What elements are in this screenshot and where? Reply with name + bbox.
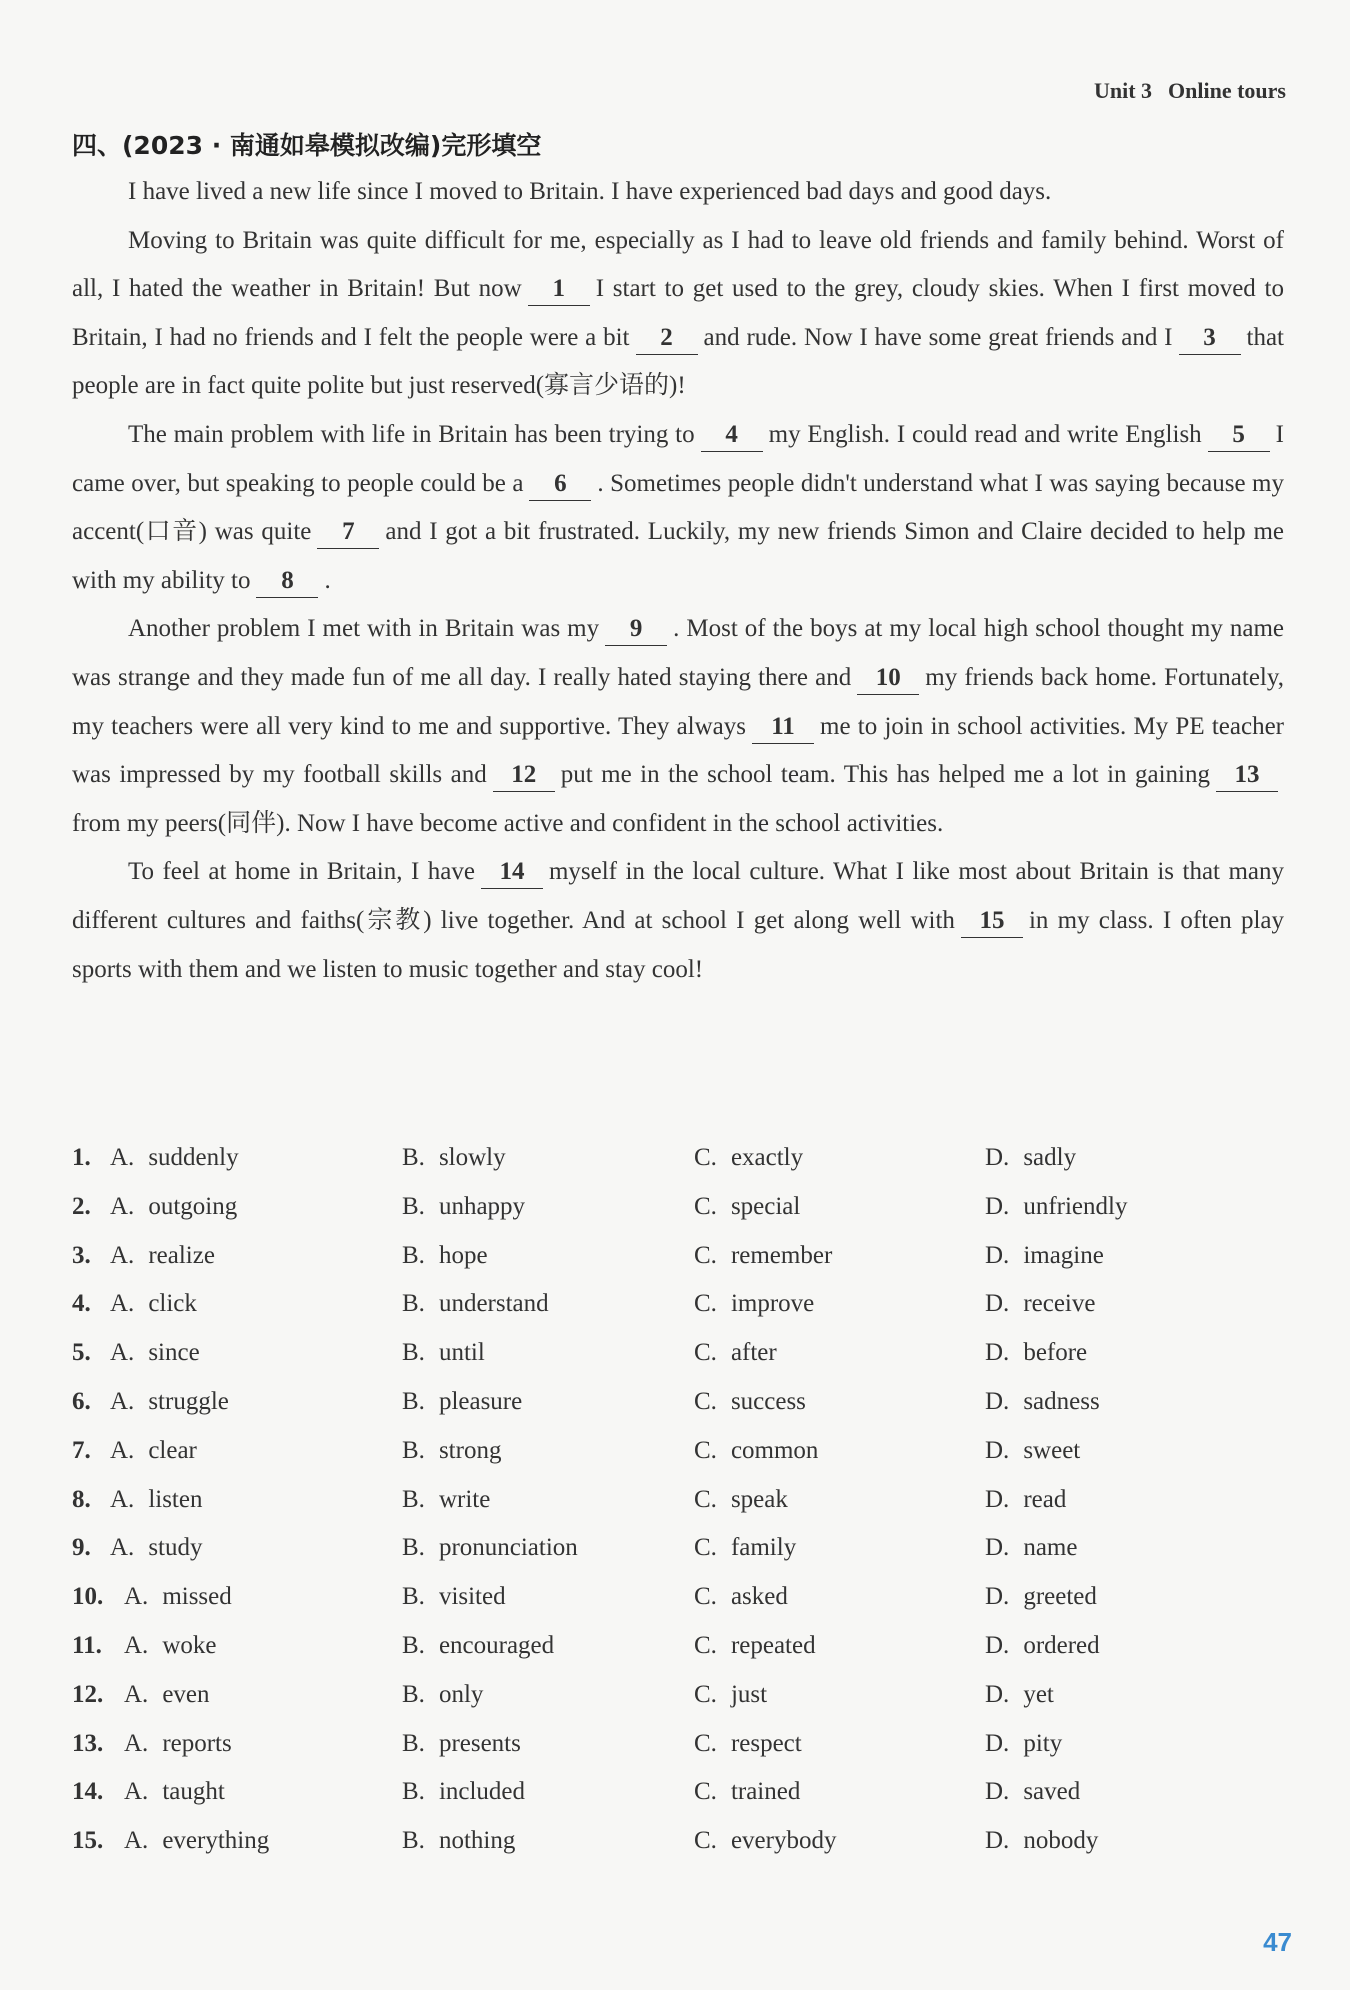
option-c[interactable] — [694, 1778, 800, 1806]
option-letter: A. — [110, 1534, 135, 1562]
option-c[interactable] — [694, 1290, 814, 1318]
option-letter: B. — [402, 1387, 425, 1415]
option-letter: B. — [402, 1778, 425, 1806]
option-letter: B. — [402, 1241, 425, 1269]
option-letter: D. — [985, 1827, 1010, 1855]
option-letter: A. — [110, 1387, 135, 1415]
option-letter: B. — [402, 1631, 425, 1659]
option-text: everything — [162, 1827, 270, 1855]
option-text: receive — [1023, 1290, 1096, 1318]
option-letter: C. — [694, 1631, 717, 1659]
question-number: 7. — [72, 1436, 91, 1464]
options-list — [72, 1144, 1292, 1876]
option-letter: A. — [110, 1290, 135, 1318]
option-a[interactable] — [110, 1534, 203, 1562]
option-text: name — [1023, 1534, 1078, 1562]
passage-text: . Most of the boys at my local high school thought my name was strange and they made fun of me all day. I really hated staying there and — [72, 615, 1285, 691]
option-text: struggle — [148, 1387, 229, 1415]
option-letter: B. — [402, 1339, 425, 1367]
question-number: 10. — [72, 1583, 104, 1611]
option-b[interactable] — [402, 1632, 554, 1660]
passage-text: Moving to Britain was quite difficult for me, especially as I had to leave old friends and family behind. Worst of all, I hated the weather in Britain! But now — [72, 226, 1284, 303]
option-letter: A. — [110, 1485, 135, 1513]
option-text: sadly — [1023, 1144, 1077, 1171]
header-title: Online tours — [1168, 78, 1286, 103]
option-d[interactable] — [985, 1486, 1066, 1514]
option-text: only — [438, 1680, 484, 1708]
option-letter: B. — [402, 1144, 425, 1171]
option-text: family — [730, 1534, 797, 1562]
passage-paragraph — [72, 848, 1284, 994]
question-number: 12. — [72, 1680, 104, 1708]
question-row — [72, 1193, 1292, 1242]
option-text: special — [730, 1192, 801, 1220]
passage-paragraph — [72, 411, 1284, 605]
option-text: write — [438, 1485, 491, 1513]
option-text: respect — [730, 1729, 802, 1757]
question-row — [72, 1583, 1292, 1632]
option-c[interactable] — [694, 1681, 767, 1709]
option-text: sweet — [1023, 1436, 1081, 1464]
option-text: listen — [148, 1485, 203, 1513]
option-a[interactable] — [110, 1144, 239, 1172]
option-letter: A. — [110, 1144, 135, 1171]
option-text: taught — [162, 1778, 225, 1806]
question-number: 1. — [72, 1144, 91, 1171]
option-letter: A. — [110, 1192, 135, 1220]
option-letter: A. — [110, 1339, 135, 1367]
blank-13[interactable]: 13 — [1216, 759, 1278, 792]
blank-5[interactable]: 5 — [1208, 419, 1270, 452]
question-row — [72, 1827, 1292, 1876]
option-letter: D. — [985, 1485, 1010, 1513]
option-a[interactable] — [124, 1632, 216, 1660]
option-letter: C. — [694, 1192, 717, 1220]
option-letter: D. — [985, 1192, 1010, 1220]
option-a[interactable] — [110, 1437, 197, 1465]
option-letter: D. — [985, 1583, 1010, 1611]
option-b[interactable] — [402, 1681, 483, 1709]
option-text: clear — [148, 1436, 197, 1464]
option-letter: C. — [694, 1339, 717, 1367]
option-letter: C. — [694, 1778, 717, 1806]
page-number: 47 — [1263, 1927, 1292, 1957]
option-text: included — [438, 1778, 526, 1806]
passage-text: that people are in fact quite polite but just reserved(寡言少语的)! — [72, 323, 1284, 400]
blank-14[interactable]: 14 — [481, 856, 543, 889]
option-text: since — [148, 1339, 200, 1367]
option-letter: B. — [402, 1534, 425, 1562]
option-text: unfriendly — [1023, 1192, 1128, 1220]
option-text: common — [730, 1436, 819, 1464]
question-number: 6. — [72, 1387, 91, 1415]
passage-text: in my class. I often play sports with them and we listen to music together and stay cool! — [72, 906, 1284, 983]
question-number: 11. — [72, 1631, 102, 1659]
option-letter: B. — [402, 1290, 425, 1318]
option-letter: B. — [402, 1192, 425, 1220]
header-unit: Unit 3 — [1093, 78, 1153, 103]
question-number: 14. — [72, 1778, 104, 1806]
option-letter: C. — [694, 1583, 717, 1611]
option-text: repeated — [730, 1631, 816, 1659]
passage-text: I start to get used to the grey, cloudy skies. When I first moved to Britain, I had no friends and I felt the people were a bit — [72, 275, 1284, 351]
option-letter: A. — [124, 1778, 149, 1806]
option-letter: B. — [402, 1680, 425, 1708]
option-text: strong — [438, 1436, 502, 1464]
option-d[interactable] — [985, 1144, 1076, 1172]
option-text: before — [1023, 1339, 1088, 1367]
option-text: click — [148, 1290, 197, 1318]
question-number: 9. — [72, 1534, 91, 1562]
option-letter: A. — [124, 1583, 149, 1611]
blank-4[interactable]: 4 — [701, 419, 763, 452]
option-b[interactable] — [402, 1486, 490, 1514]
option-letter: C. — [694, 1827, 717, 1855]
blank-10[interactable]: 10 — [857, 662, 919, 695]
option-text: study — [148, 1534, 203, 1562]
option-text: saved — [1023, 1778, 1081, 1806]
option-text: missed — [162, 1583, 232, 1611]
question-number: 15. — [72, 1827, 104, 1855]
option-text: realize — [148, 1241, 215, 1269]
option-text: exactly — [730, 1144, 804, 1171]
option-text: understand — [438, 1290, 549, 1318]
option-a[interactable] — [110, 1242, 215, 1270]
option-text: reports — [162, 1729, 232, 1757]
option-letter: C. — [694, 1534, 717, 1562]
option-d[interactable] — [985, 1339, 1087, 1367]
blank-3[interactable]: 3 — [1179, 322, 1241, 355]
option-text: presents — [438, 1729, 521, 1757]
option-a[interactable] — [110, 1339, 200, 1367]
blank-1[interactable]: 1 — [528, 273, 590, 306]
passage-text: I have lived a new life since I moved to Britain. I have experienced bad days and good days. — [128, 178, 1052, 205]
option-b[interactable] — [402, 1242, 488, 1270]
question-number: 5. — [72, 1339, 91, 1367]
blank-6[interactable]: 6 — [529, 468, 591, 501]
option-d[interactable] — [985, 1583, 1097, 1611]
option-d[interactable] — [985, 1534, 1077, 1562]
passage-text: To feel at home in Britain, I have — [128, 858, 475, 886]
question-number: 2. — [72, 1192, 91, 1220]
option-c[interactable] — [694, 1730, 802, 1758]
option-letter: D. — [985, 1436, 1010, 1464]
option-text: suddenly — [148, 1144, 239, 1171]
option-text: improve — [730, 1290, 815, 1318]
option-b[interactable] — [402, 1827, 515, 1855]
option-letter: D. — [985, 1241, 1010, 1269]
option-b[interactable] — [402, 1778, 525, 1806]
option-a[interactable] — [124, 1583, 232, 1611]
question-row — [72, 1632, 1292, 1681]
option-letter: B. — [402, 1485, 425, 1513]
option-text: everybody — [730, 1827, 837, 1855]
page-header — [1094, 78, 1286, 104]
passage-text: me to join in school activities. My PE teacher was impressed by my football skills and — [72, 712, 1284, 789]
blank-11[interactable]: 11 — [752, 711, 814, 744]
option-d[interactable] — [985, 1681, 1054, 1709]
question-row — [72, 1388, 1292, 1437]
option-letter: A. — [110, 1436, 135, 1464]
option-letter: C. — [694, 1485, 717, 1513]
passage-paragraph — [72, 605, 1284, 848]
question-row — [72, 1534, 1292, 1583]
option-letter: D. — [985, 1534, 1010, 1562]
option-text: slowly — [438, 1144, 506, 1171]
option-b[interactable] — [402, 1534, 578, 1562]
option-c[interactable] — [694, 1827, 836, 1855]
passage-text: my friends back home. Fortunately, my teachers were all very kind to me and supportive. They always — [72, 663, 1284, 740]
blank-9[interactable]: 9 — [605, 613, 667, 646]
option-text: read — [1023, 1485, 1067, 1513]
question-row — [72, 1778, 1292, 1827]
question-number: 13. — [72, 1729, 104, 1757]
option-letter: A. — [124, 1631, 149, 1659]
option-b[interactable] — [402, 1144, 506, 1172]
passage-paragraph — [72, 217, 1284, 411]
option-c[interactable] — [694, 1583, 788, 1611]
blank-15[interactable]: 15 — [961, 905, 1023, 938]
question-row — [72, 1486, 1292, 1535]
option-text: encouraged — [438, 1631, 555, 1659]
option-c[interactable] — [694, 1388, 806, 1416]
option-letter: C. — [694, 1241, 717, 1269]
option-text: asked — [730, 1583, 788, 1611]
option-a[interactable] — [110, 1388, 229, 1416]
option-b[interactable] — [402, 1193, 525, 1221]
passage-text: Another problem I met with in Britain was my — [128, 615, 600, 643]
option-b[interactable] — [402, 1583, 506, 1611]
passage-text: my English. I could read and write English — [768, 420, 1202, 448]
cloze-passage — [72, 168, 1284, 994]
option-b[interactable] — [402, 1339, 485, 1367]
option-d[interactable] — [985, 1778, 1080, 1806]
option-letter: B. — [402, 1729, 425, 1757]
option-letter: D. — [985, 1290, 1010, 1318]
option-letter: C. — [694, 1290, 717, 1318]
option-d[interactable] — [985, 1388, 1100, 1416]
option-c[interactable] — [694, 1486, 788, 1514]
option-text: imagine — [1023, 1241, 1104, 1269]
question-row — [72, 1242, 1292, 1291]
option-text: after — [730, 1339, 777, 1367]
passage-text: and rude. Now I have some great friends and I — [703, 323, 1173, 351]
option-b[interactable] — [402, 1290, 549, 1318]
option-c[interactable] — [694, 1437, 818, 1465]
question-row — [72, 1681, 1292, 1730]
section-title: 四、(2023 · 南通如皋模拟改编)完形填空 — [72, 131, 542, 160]
option-text: just — [730, 1680, 768, 1708]
option-letter: C. — [694, 1387, 717, 1415]
passage-text: I came over, but speaking to people could be a — [72, 420, 1284, 497]
option-text: woke — [162, 1631, 217, 1659]
option-a[interactable] — [124, 1730, 232, 1758]
option-letter: B. — [402, 1436, 425, 1464]
option-letter: C. — [694, 1680, 717, 1708]
option-text: yet — [1023, 1680, 1054, 1708]
option-text: visited — [438, 1583, 506, 1611]
option-text: sadness — [1023, 1387, 1100, 1415]
option-letter: A. — [124, 1729, 149, 1757]
passage-text: . Sometimes people didn't understand what I was saying because my accent(口音) was quite — [72, 469, 1284, 546]
option-text: speak — [730, 1485, 788, 1513]
option-a[interactable] — [124, 1778, 225, 1806]
blank-2[interactable]: 2 — [636, 322, 698, 355]
option-a[interactable] — [110, 1486, 202, 1514]
option-c[interactable] — [694, 1193, 800, 1221]
passage-text: myself in the local culture. What I like most about Britain is that many different cultures and faiths(宗教) live together. And at school I get along well with — [72, 858, 1284, 934]
option-letter: C. — [694, 1729, 717, 1757]
option-d[interactable] — [985, 1827, 1098, 1855]
option-c[interactable] — [694, 1242, 832, 1270]
option-d[interactable] — [985, 1290, 1095, 1318]
option-b[interactable] — [402, 1730, 521, 1758]
passage-text: and I got a bit frustrated. Luckily, my new friends Simon and Claire decided to help me with my ability to — [72, 518, 1284, 594]
option-a[interactable] — [110, 1290, 197, 1318]
option-text: success — [730, 1387, 806, 1415]
option-letter: C. — [694, 1436, 717, 1464]
option-text: nobody — [1023, 1827, 1099, 1855]
option-text: greeted — [1023, 1583, 1097, 1611]
option-c[interactable] — [694, 1339, 777, 1367]
passage-text: put me in the school team. This has helped me a lot in gaining — [560, 761, 1210, 789]
option-letter: D. — [985, 1778, 1010, 1806]
option-letter: D. — [985, 1387, 1010, 1415]
passage-text: from my peers(同伴). Now I have become active and confident in the school activities. — [72, 809, 944, 837]
option-a[interactable] — [124, 1681, 210, 1709]
option-letter: D. — [985, 1631, 1010, 1659]
option-d[interactable] — [985, 1437, 1080, 1465]
option-b[interactable] — [402, 1388, 522, 1416]
option-text: ordered — [1023, 1631, 1100, 1659]
option-text: outgoing — [148, 1192, 238, 1220]
question-number: 3. — [72, 1241, 91, 1269]
option-letter: D. — [985, 1729, 1010, 1757]
option-letter: A. — [110, 1241, 135, 1269]
option-letter: D. — [985, 1680, 1010, 1708]
question-row — [72, 1144, 1292, 1193]
passage-text: The main problem with life in Britain has been trying to — [128, 420, 695, 448]
option-letter: B. — [402, 1583, 425, 1611]
option-letter: B. — [402, 1827, 425, 1855]
option-text: pleasure — [438, 1387, 523, 1415]
blank-8[interactable]: 8 — [256, 565, 318, 598]
question-row — [72, 1730, 1292, 1779]
blank-7[interactable]: 7 — [317, 516, 379, 549]
option-text: hope — [438, 1241, 488, 1269]
question-number: 8. — [72, 1485, 91, 1513]
option-text: remember — [730, 1241, 833, 1269]
option-c[interactable] — [694, 1632, 816, 1660]
passage-paragraph — [72, 168, 1284, 217]
option-text: unhappy — [438, 1192, 526, 1220]
option-letter: D. — [985, 1339, 1010, 1367]
question-row — [72, 1339, 1292, 1388]
passage-text: . — [324, 566, 331, 594]
option-d[interactable] — [985, 1730, 1062, 1758]
question-row — [72, 1290, 1292, 1339]
option-text: nothing — [438, 1827, 516, 1855]
option-a[interactable] — [124, 1827, 269, 1855]
option-c[interactable] — [694, 1534, 796, 1562]
option-a[interactable] — [110, 1193, 237, 1221]
option-text: even — [162, 1680, 210, 1708]
option-text: until — [438, 1339, 485, 1367]
option-letter: A. — [124, 1680, 149, 1708]
option-b[interactable] — [402, 1437, 501, 1465]
option-d[interactable] — [985, 1632, 1100, 1660]
option-text: trained — [730, 1778, 801, 1806]
question-row — [72, 1437, 1292, 1486]
option-text: pity — [1023, 1729, 1063, 1757]
question-number: 4. — [72, 1290, 91, 1318]
option-c[interactable] — [694, 1144, 803, 1172]
option-d[interactable] — [985, 1242, 1104, 1270]
option-letter: A. — [124, 1827, 149, 1855]
blank-12[interactable]: 12 — [493, 759, 555, 792]
option-text: pronunciation — [438, 1534, 578, 1562]
option-letter: D. — [985, 1144, 1010, 1171]
option-letter: C. — [694, 1144, 717, 1171]
option-d[interactable] — [985, 1193, 1127, 1221]
